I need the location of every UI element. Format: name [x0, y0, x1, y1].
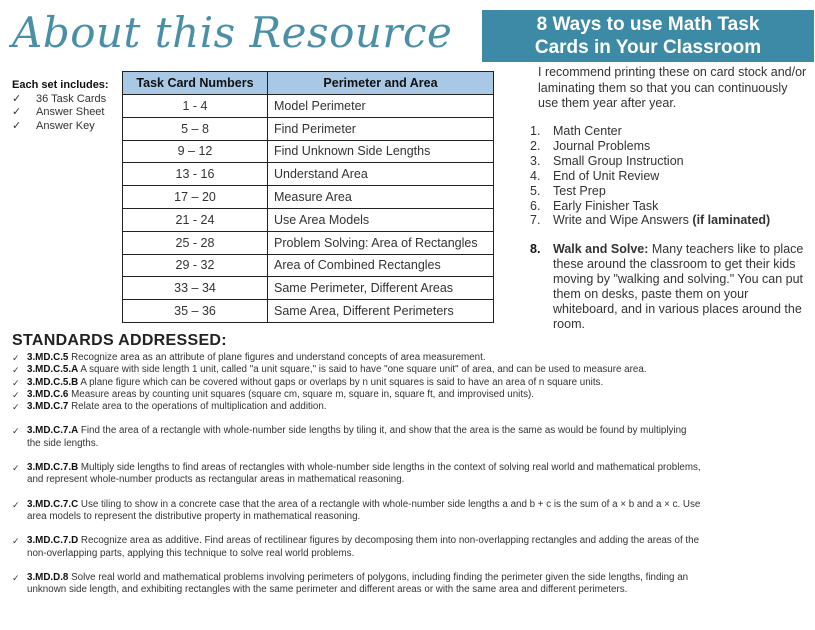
- table-row: [123, 95, 494, 118]
- card-numbers-cell: 9 – 12: [123, 140, 268, 163]
- column-header-numbers: Task Card Numbers: [123, 72, 268, 95]
- item-text: Write and Wipe Answers: [553, 213, 693, 228]
- item-number: 2.: [530, 138, 541, 153]
- list-item: [530, 199, 810, 214]
- standard-code: 3.MD.C.7: [27, 401, 69, 413]
- check-icon: ✓: [12, 365, 20, 376]
- table-row: [123, 186, 494, 209]
- banner-line-2: Cards in Your Classroom: [534, 37, 762, 58]
- standard-code: 3.MD.C.7.D: [27, 535, 79, 547]
- item-text: Math Center: [553, 124, 622, 138]
- item-number: 6.: [530, 198, 541, 213]
- list-item: [12, 120, 109, 134]
- standard-item: [12, 425, 702, 450]
- card-numbers-cell: 13 - 16: [123, 163, 268, 186]
- item-number: 8.: [530, 242, 541, 257]
- card-numbers-cell: 29 - 32: [123, 254, 268, 277]
- table-row: [123, 231, 494, 254]
- standard-code: 3.MD.C.5.A: [27, 364, 79, 376]
- list-item: [530, 124, 810, 139]
- item-number: 4.: [530, 168, 541, 183]
- card-numbers-cell: 17 – 20: [123, 186, 268, 209]
- table-row: [123, 163, 494, 186]
- standard-code: 3.MD.C.7.B: [27, 462, 79, 474]
- standard-text: Solve real world and mathematical problems involving perimeters of polygons, including finding the perimeter given the side lengths, finding an unknown side length, and exhibiting rectangles with the same perimeter and different areas or with the same area and different perimeters.: [27, 571, 689, 596]
- standard-item: [12, 499, 702, 524]
- standard-item: [12, 389, 702, 401]
- table-row: [123, 208, 494, 231]
- item-number: 7.: [530, 213, 541, 228]
- standard-text: Multiply side lengths to find areas of rectangles with whole-number side lengths in the context of solving real world and mathematical problems, and represent whole-number products as rectangular areas in mathematical reasoning.: [27, 462, 701, 486]
- check-icon: ✓: [12, 106, 22, 118]
- item-text: End of Unit Review: [553, 168, 660, 183]
- topic-cell: Measure Area: [268, 186, 494, 209]
- check-icon: ✓: [12, 92, 22, 105]
- card-numbers-cell: 35 – 36: [123, 300, 268, 323]
- topic-cell: Understand Area: [268, 163, 494, 186]
- ways-banner: [482, 10, 814, 62]
- check-icon: ✓: [12, 377, 20, 388]
- task-card-table: [122, 71, 494, 323]
- item-text: Small Group Instruction: [553, 153, 684, 168]
- includes-list: [12, 79, 109, 133]
- table-row: [123, 140, 494, 163]
- standard-text: Recognize area as additive. Find areas of rectilinear figures by decomposing them into non-overlapping rectangles and adding the areas of the non-overlapping parts, applying this technique to solve real world problems.: [27, 535, 700, 559]
- standard-text: Relate area to the operations of multiplication and addition.: [68, 401, 327, 413]
- topic-cell: Same Perimeter, Different Areas: [268, 277, 494, 300]
- includes-title: Each set includes:: [12, 79, 109, 91]
- include-item-label: Answer Key: [36, 119, 95, 132]
- standard-text: Use tiling to show in a concrete case that the area of a rectangle with whole-number side lengths a and b + c is the sum of a × b and a × c. Use area models to represent the distributive property in mathematical reasoning.: [27, 498, 701, 522]
- standard-item: [12, 462, 702, 487]
- list-item: [530, 154, 810, 169]
- ways-list: [530, 124, 810, 332]
- check-icon: ✓: [12, 389, 20, 400]
- check-icon: ✓: [12, 402, 20, 413]
- item-text: Journal Problems: [553, 138, 651, 153]
- check-icon: ✓: [12, 353, 20, 363]
- page-title: About this Resource: [12, 8, 453, 57]
- list-item: [530, 213, 810, 228]
- card-numbers-cell: 25 - 28: [123, 231, 268, 254]
- standard-text: Find the area of a rectangle with whole-number side lengths by tiling it, and show that the area is the same as would be found by multiplying the side lengths.: [27, 425, 687, 449]
- standard-code: 3.MD.C.5.B: [27, 376, 79, 388]
- list-item: [530, 139, 810, 154]
- standards-list: [12, 352, 702, 596]
- item-number: 1.: [530, 124, 541, 138]
- standard-code: 3.MD.C.5: [27, 352, 69, 363]
- list-item: [12, 93, 109, 107]
- topic-cell: Find Perimeter: [268, 117, 494, 140]
- list-item: [12, 106, 109, 120]
- topic-cell: Problem Solving: Area of Rectangles: [268, 231, 494, 254]
- topic-cell: Find Unknown Side Lengths: [268, 140, 494, 163]
- standard-text: Measure areas by counting unit squares (square cm, square m, square in, square ft, and improvised units).: [68, 388, 534, 400]
- check-icon: ✓: [12, 426, 20, 437]
- standard-code: 3.MD.D.8: [27, 571, 69, 583]
- topic-cell: Area of Combined Rectangles: [268, 254, 494, 277]
- item-number: 3.: [530, 153, 541, 168]
- standard-code: 3.MD.C.7.A: [27, 425, 79, 437]
- walk-text: Many teachers like to place these around the classroom to get their kids moving by "walking and solving." You can put them on desks, paste them on your whiteboard, and in various places around the room.: [553, 242, 804, 332]
- card-numbers-cell: 21 - 24: [123, 208, 268, 231]
- banner-line-1: 8 Ways to use Math Task: [536, 14, 760, 35]
- topic-cell: Same Area, Different Perimeters: [268, 300, 494, 323]
- list-item: [530, 184, 810, 199]
- table-row: [123, 254, 494, 277]
- item-text: Early Finisher Task: [553, 198, 659, 213]
- check-icon: ✓: [12, 463, 20, 474]
- item-number: 5.: [530, 183, 541, 198]
- list-item: [530, 169, 810, 184]
- standard-item: [12, 377, 702, 389]
- standard-text: A square with side length 1 unit, called "a unit square," is said to have "one square unit" of area, and can be used to measure area.: [78, 364, 647, 376]
- printing-recommendation: I recommend printing these on card stock and/or laminating them so that you can continuously use them year after year.: [538, 65, 807, 110]
- check-icon: ✓: [12, 572, 20, 583]
- standard-code: 3.MD.C.6: [27, 388, 69, 400]
- table-row: [123, 277, 494, 300]
- card-numbers-cell: 5 – 8: [123, 117, 268, 140]
- include-item-label: Answer Sheet: [36, 106, 105, 118]
- include-item-label: 36 Task Cards: [36, 92, 107, 105]
- standards-heading: STANDARDS ADDRESSED:: [12, 332, 227, 349]
- card-numbers-cell: 33 – 34: [123, 277, 268, 300]
- table-row: [123, 300, 494, 323]
- standard-text: A plane figure which can be covered without gaps or overlaps by n unit squares is said to have an area of n square units.: [78, 376, 604, 388]
- standard-item: [12, 535, 702, 560]
- topic-cell: Use Area Models: [268, 208, 494, 231]
- table-header-row: [123, 72, 494, 95]
- standard-item: [12, 572, 702, 597]
- check-icon: ✓: [12, 536, 20, 547]
- card-numbers-cell: 1 - 4: [123, 95, 268, 118]
- walk-title: Walk and Solve:: [553, 242, 649, 257]
- item-note: (if laminated): [692, 213, 771, 228]
- item-text: Test Prep: [553, 183, 606, 198]
- check-icon: ✓: [12, 499, 20, 510]
- standard-item: [12, 401, 702, 413]
- table-row: [123, 117, 494, 140]
- standard-text: Recognize area as an attribute of plane figures and understand concepts of area measurement.: [68, 352, 486, 363]
- column-header-topic: Perimeter and Area: [268, 72, 494, 95]
- standard-code: 3.MD.C.7.C: [27, 498, 79, 510]
- topic-cell: Model Perimeter: [268, 95, 494, 118]
- standard-item: [12, 352, 702, 364]
- check-icon: ✓: [12, 119, 22, 132]
- standard-item: [12, 364, 702, 376]
- walk-and-solve-item: [530, 242, 810, 332]
